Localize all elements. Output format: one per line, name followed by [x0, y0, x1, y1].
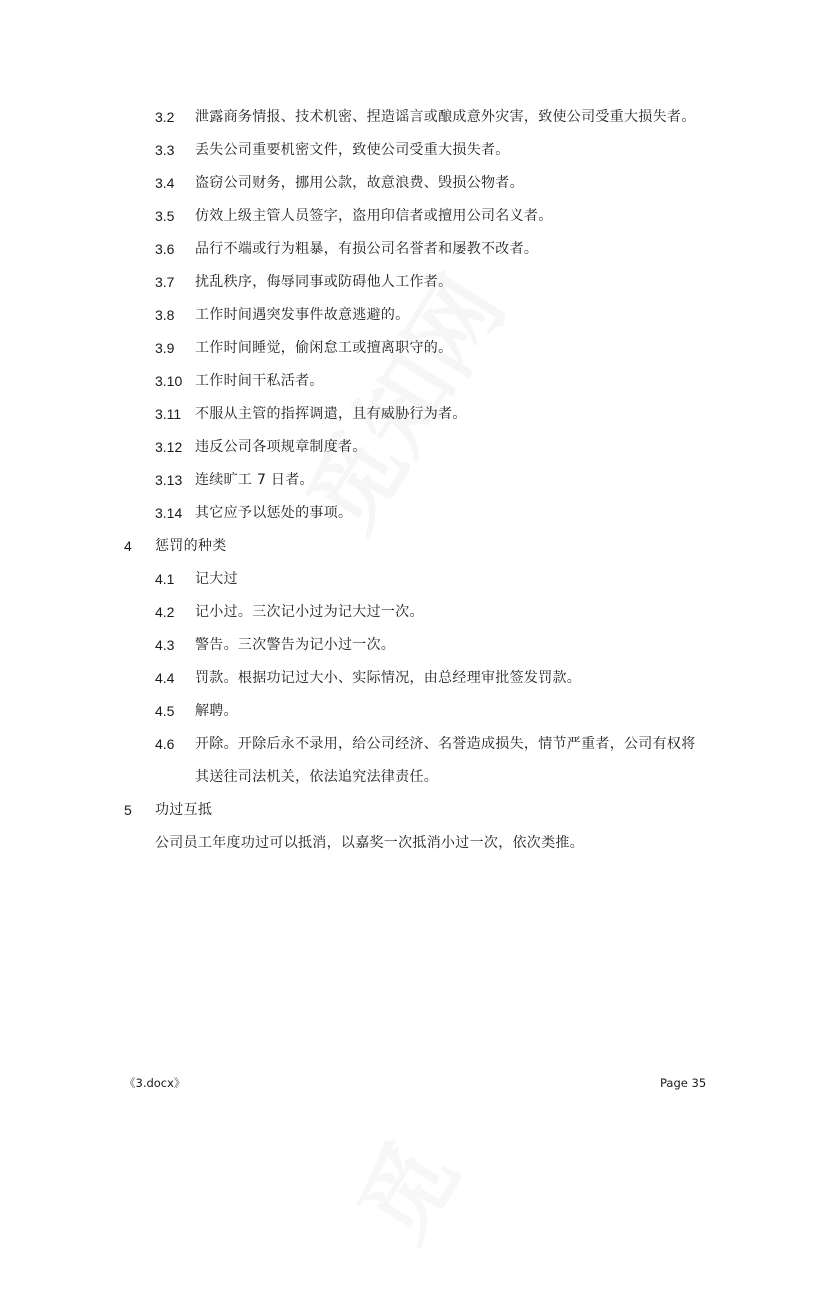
item-text: 工作时间干私活者。: [195, 373, 324, 389]
item-text: 记大过: [195, 571, 238, 587]
item-text: 其它应予以惩处的事项。: [195, 505, 353, 521]
item-number: 3.2: [155, 109, 175, 125]
item-text: 工作时间睡觉，偷闲怠工或擅离职守的。: [195, 340, 453, 356]
item-number: 3.5: [155, 208, 175, 224]
item-text-continuation: 其送往司法机关，依法追究法律责任。: [195, 769, 439, 785]
item-text: 丢失公司重要机密文件，致使公司受重大损失者。: [195, 142, 510, 158]
item-number: 3.13: [155, 472, 183, 488]
item-number: 3.9: [155, 340, 175, 356]
item-text: 警告。三次警告为记小过一次。: [195, 637, 396, 653]
item-number: 3.10: [155, 373, 183, 389]
section-number: 4: [124, 538, 132, 554]
item-text: 工作时间遇突发事件故意逃避的。: [195, 307, 410, 323]
item-number: 4.3: [155, 637, 175, 653]
item-number: 3.3: [155, 142, 175, 158]
item-text: 仿效上级主管人员签字，盗用印信者或擅用公司名义者。: [195, 208, 553, 224]
section-title: 惩罚的种类: [155, 538, 227, 554]
section-title: 功过互抵: [155, 802, 213, 818]
item-number: 4.4: [155, 670, 175, 686]
item-number: 4.5: [155, 703, 175, 719]
item-text: 罚款。根据功记过大小、实际情况，由总经理审批签发罚款。: [195, 670, 582, 686]
footer-page-number: Page 35: [660, 1076, 707, 1090]
item-text: 泄露商务情报、技术机密、捏造谣言或酿成意外灾害，致使公司受重大损失者。: [195, 109, 696, 125]
item-number: 3.11: [155, 406, 182, 422]
item-number: 3.7: [155, 274, 175, 290]
footer-filename: 《3.docx》: [124, 1076, 186, 1090]
item-number: 3.6: [155, 241, 175, 257]
item-text: 品行不端或行为粗暴，有损公司名誉者和屡教不改者。: [195, 241, 539, 257]
item-number: 4.2: [155, 604, 175, 620]
item-number: 3.12: [155, 439, 183, 455]
section-body: 公司员工年度功过可以抵消，以嘉奖一次抵消小过一次，依次类推。: [155, 835, 584, 851]
item-text: 解聘。: [195, 703, 238, 719]
item-number: 3.8: [155, 307, 175, 323]
item-text: 盗窃公司财务，挪用公款，故意浪费、毁损公物者。: [195, 175, 524, 191]
item-number: 3.14: [155, 505, 183, 521]
item-text: 不服从主管的指挥调遣，且有威胁行为者。: [195, 406, 467, 422]
item-text: 扰乱秩序，侮辱同事或防碍他人工作者。: [195, 274, 453, 290]
item-number: 3.4: [155, 175, 175, 191]
watermark-bottom: [322, 1022, 598, 1298]
item-number: 4.1: [155, 571, 175, 587]
item-text: 记小过。三次记小过为记大过一次。: [195, 604, 424, 620]
item-text: 违反公司各项规章制度者。: [195, 439, 367, 455]
section-number: 5: [124, 802, 132, 818]
item-number: 4.6: [155, 736, 175, 752]
item-text: 开除。开除后永不录用，给公司经济、名誉造成损失，情节严重者，公司有权将: [195, 736, 696, 752]
item-text: 连续旷工 7 日者。: [195, 472, 314, 488]
